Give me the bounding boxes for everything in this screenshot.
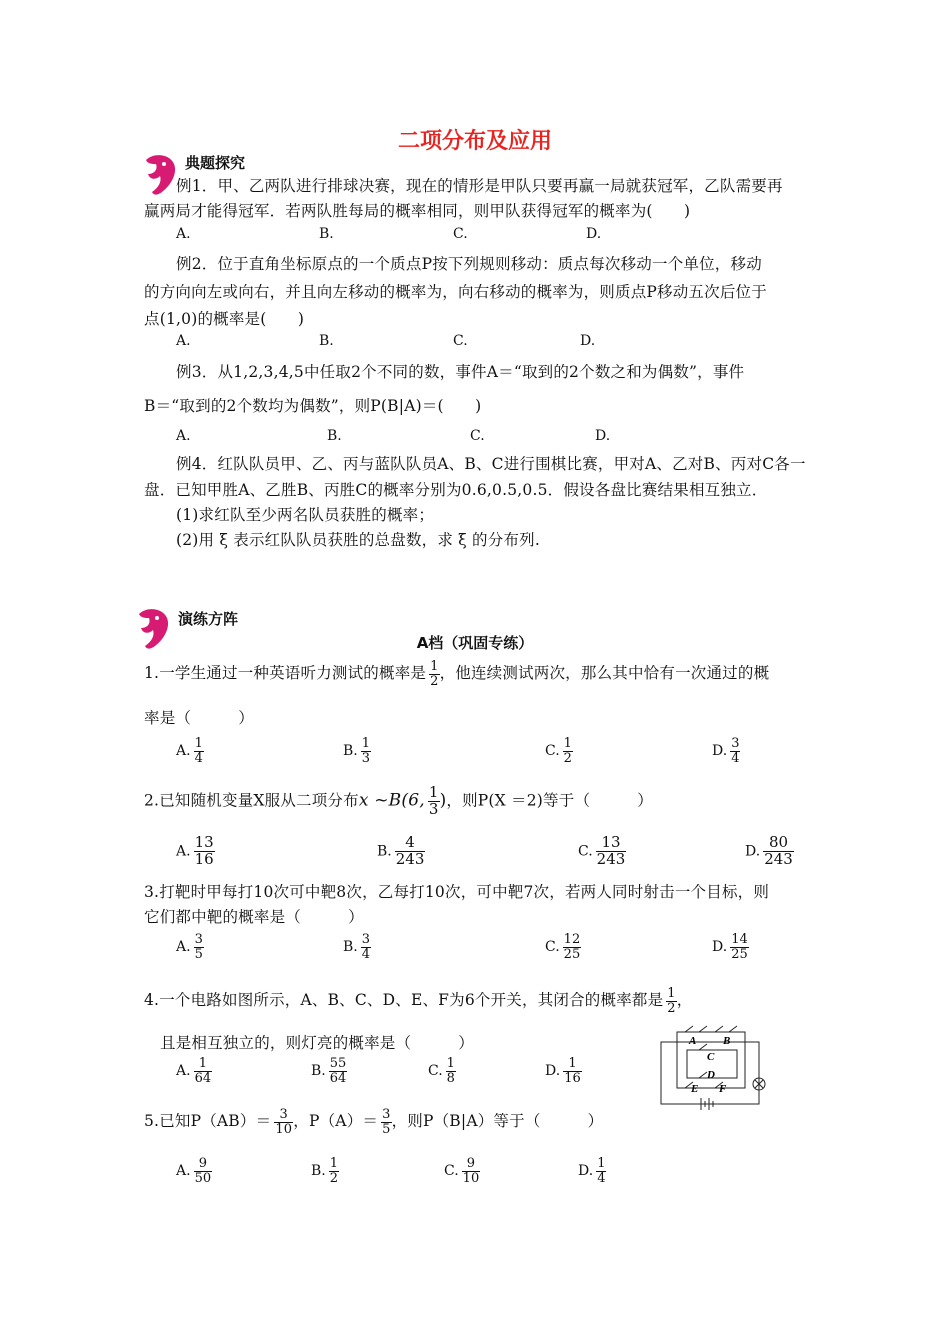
example-4-line-2: 盘．已知甲胜A、乙胜B、丙胜C的概率分别为0.6,0.5,0.5．假设各盘比赛结果相互独立． [144, 481, 768, 499]
section-heading-practice: 演练方阵 [178, 610, 239, 628]
question-5-fraction-2: $\frac{3}{5}$ [382, 1107, 391, 1137]
question-1-option-c: C. $\frac{1}{2}$ [545, 736, 572, 766]
question-4-option-a: A. $\frac{1}{64}$ [176, 1056, 212, 1086]
question-2-option-a: A. $\frac{13}{16}$ [176, 833, 214, 868]
question-2-option-b: B. $\frac{4}{243}$ [377, 833, 425, 868]
question-1-text-pre: 1.一学生通过一种英语听力测试的概率是 [144, 664, 427, 683]
question-1-option-a: A. $\frac{1}{4}$ [176, 736, 203, 766]
switch-label-a: A [689, 1035, 697, 1047]
example-3-option-b: B. [327, 428, 342, 444]
example-3-line-1: 例3．从1,2,3,4,5中任取2个不同的数，事件A＝“取到的2个数之和为偶数”，事件 [176, 363, 745, 381]
example-1-line-1: 例1．甲、乙两队进行排球决赛，现在的情形是甲队只要再赢一局就获冠军，乙队需要再 [176, 177, 783, 195]
question-3-line-1: 3.打靶时甲每打10次可中靶8次，乙每打10次，可中靶7次，若两人同时射击一个目标，则 [144, 883, 770, 901]
question-2-fraction: $\frac{1}{3}$ [428, 783, 439, 818]
question-5-line: 5.已知P（AB）＝ $\frac{3}{10}$ ，P（A）＝ $\frac{3}{5}$ ，则P（B|A）等于（ ） [144, 1107, 604, 1137]
question-3-option-a: A. $\frac{3}{5}$ [176, 932, 203, 962]
example-4-part-1: (1)求红队至少两名队员获胜的概率； [176, 506, 435, 524]
question-3-option-c: C. $\frac{12}{25}$ [545, 932, 581, 962]
example-3-option-c: C. [470, 428, 485, 444]
example-4-part-2: (2)用 ξ 表示红队队员获胜的总盘数，求 ξ 的分布列. [176, 531, 540, 549]
question-3-line-2: 它们都中靶的概率是（ ） [144, 908, 364, 926]
example-2-option-b: B. [319, 333, 334, 349]
question-5-option-a: A. $\frac{9}{50}$ [176, 1156, 212, 1186]
question-5-option-c: C. $\frac{9}{10}$ [444, 1156, 480, 1186]
dolphin-icon [140, 152, 180, 198]
question-1-fraction: $\frac{1}{2}$ [430, 659, 439, 689]
question-1-line-1 [144, 660, 769, 688]
level-a-heading: A档（巩固专练） [416, 634, 534, 652]
question-4-fraction: $\frac{1}{2}$ [667, 986, 676, 1016]
example-2-option-c: C. [453, 333, 468, 349]
section-heading-examples: 典题探究 [185, 154, 246, 172]
example-2-line-2: 的方向向左或向右，并且向左移动的概率为，向右移动的概率为，则质点P移动五次后位于 [144, 283, 767, 301]
question-5-fraction-1: $\frac{3}{10}$ [275, 1107, 293, 1137]
question-1-line-2: 率是（ ） [144, 709, 254, 727]
question-4-option-b: B. $\frac{55}{64}$ [311, 1056, 347, 1086]
question-1-option-b: B. $\frac{1}{3}$ [343, 736, 371, 766]
example-1-option-a: A. [176, 226, 191, 242]
switch-label-b: B [723, 1035, 731, 1047]
page-title: 二项分布及应用 [397, 129, 552, 154]
question-4-line-1: 4.一个电路如图所示，A、B、C、D、E、F为6个开关，其闭合的概率都是 $\frac{1}{2}$ ， [144, 986, 693, 1016]
question-4-option-c: C. $\frac{1}{8}$ [428, 1056, 455, 1086]
example-1-option-b: B. [319, 226, 334, 242]
switch-label-c: C [707, 1051, 715, 1063]
circuit-diagram [655, 1020, 775, 1110]
example-3-line-2: B＝“取到的2个数均为偶数”，则P(B|A)＝( ) [144, 397, 482, 415]
question-3-option-d: D. $\frac{14}{25}$ [712, 932, 748, 962]
question-4-line-2: 且是相互独立的，则灯亮的概率是（ ） [160, 1034, 475, 1052]
example-3-option-a: A. [176, 428, 191, 444]
example-3-option-d: D. [595, 428, 611, 444]
example-1-line-2: 赢两局才能得冠军．若两队胜每局的概率相同，则甲队获得冠军的概率为( ) [144, 202, 691, 220]
switch-label-e: E [691, 1083, 699, 1095]
example-1-option-d: D. [586, 226, 602, 242]
switch-label-f: F [719, 1083, 727, 1095]
question-4-option-d: D. $\frac{1}{16}$ [545, 1056, 581, 1086]
question-1-option-d: D. $\frac{3}{4}$ [712, 736, 740, 766]
example-4-line-1: 例4．红队队员甲、乙、丙与蓝队队员A、B、C进行围棋比赛，甲对A、乙对B、丙对C各一 [176, 455, 806, 473]
question-5-option-b: B. $\frac{1}{2}$ [311, 1156, 339, 1186]
example-2-line-1: 例2．位于直角坐标原点的一个质点P按下列规则移动：质点每次移动一个单位，移动 [176, 255, 762, 273]
question-3-option-b: B. $\frac{3}{4}$ [343, 932, 371, 962]
switch-label-d: D [707, 1069, 715, 1081]
question-5-option-d: D. $\frac{1}{4}$ [578, 1156, 606, 1186]
question-2-option-d: D. $\frac{80}{243}$ [745, 833, 793, 868]
example-2-option-a: A. [176, 333, 191, 349]
question-2-line: 2.已知随机变量X服从二项分布x ~B(6, $\frac{1}{3}$ )，则P(X ＝2)等于（ ） [144, 783, 653, 818]
example-2-option-d: D. [580, 333, 596, 349]
example-2-line-3: 点(1,0)的概率是( ) [144, 310, 305, 328]
question-2-option-c: C. $\frac{13}{243}$ [578, 833, 626, 868]
question-1-text-post: ，他连续测试两次，那么其中恰有一次通过的概 [439, 664, 770, 683]
example-1-option-c: C. [453, 226, 468, 242]
